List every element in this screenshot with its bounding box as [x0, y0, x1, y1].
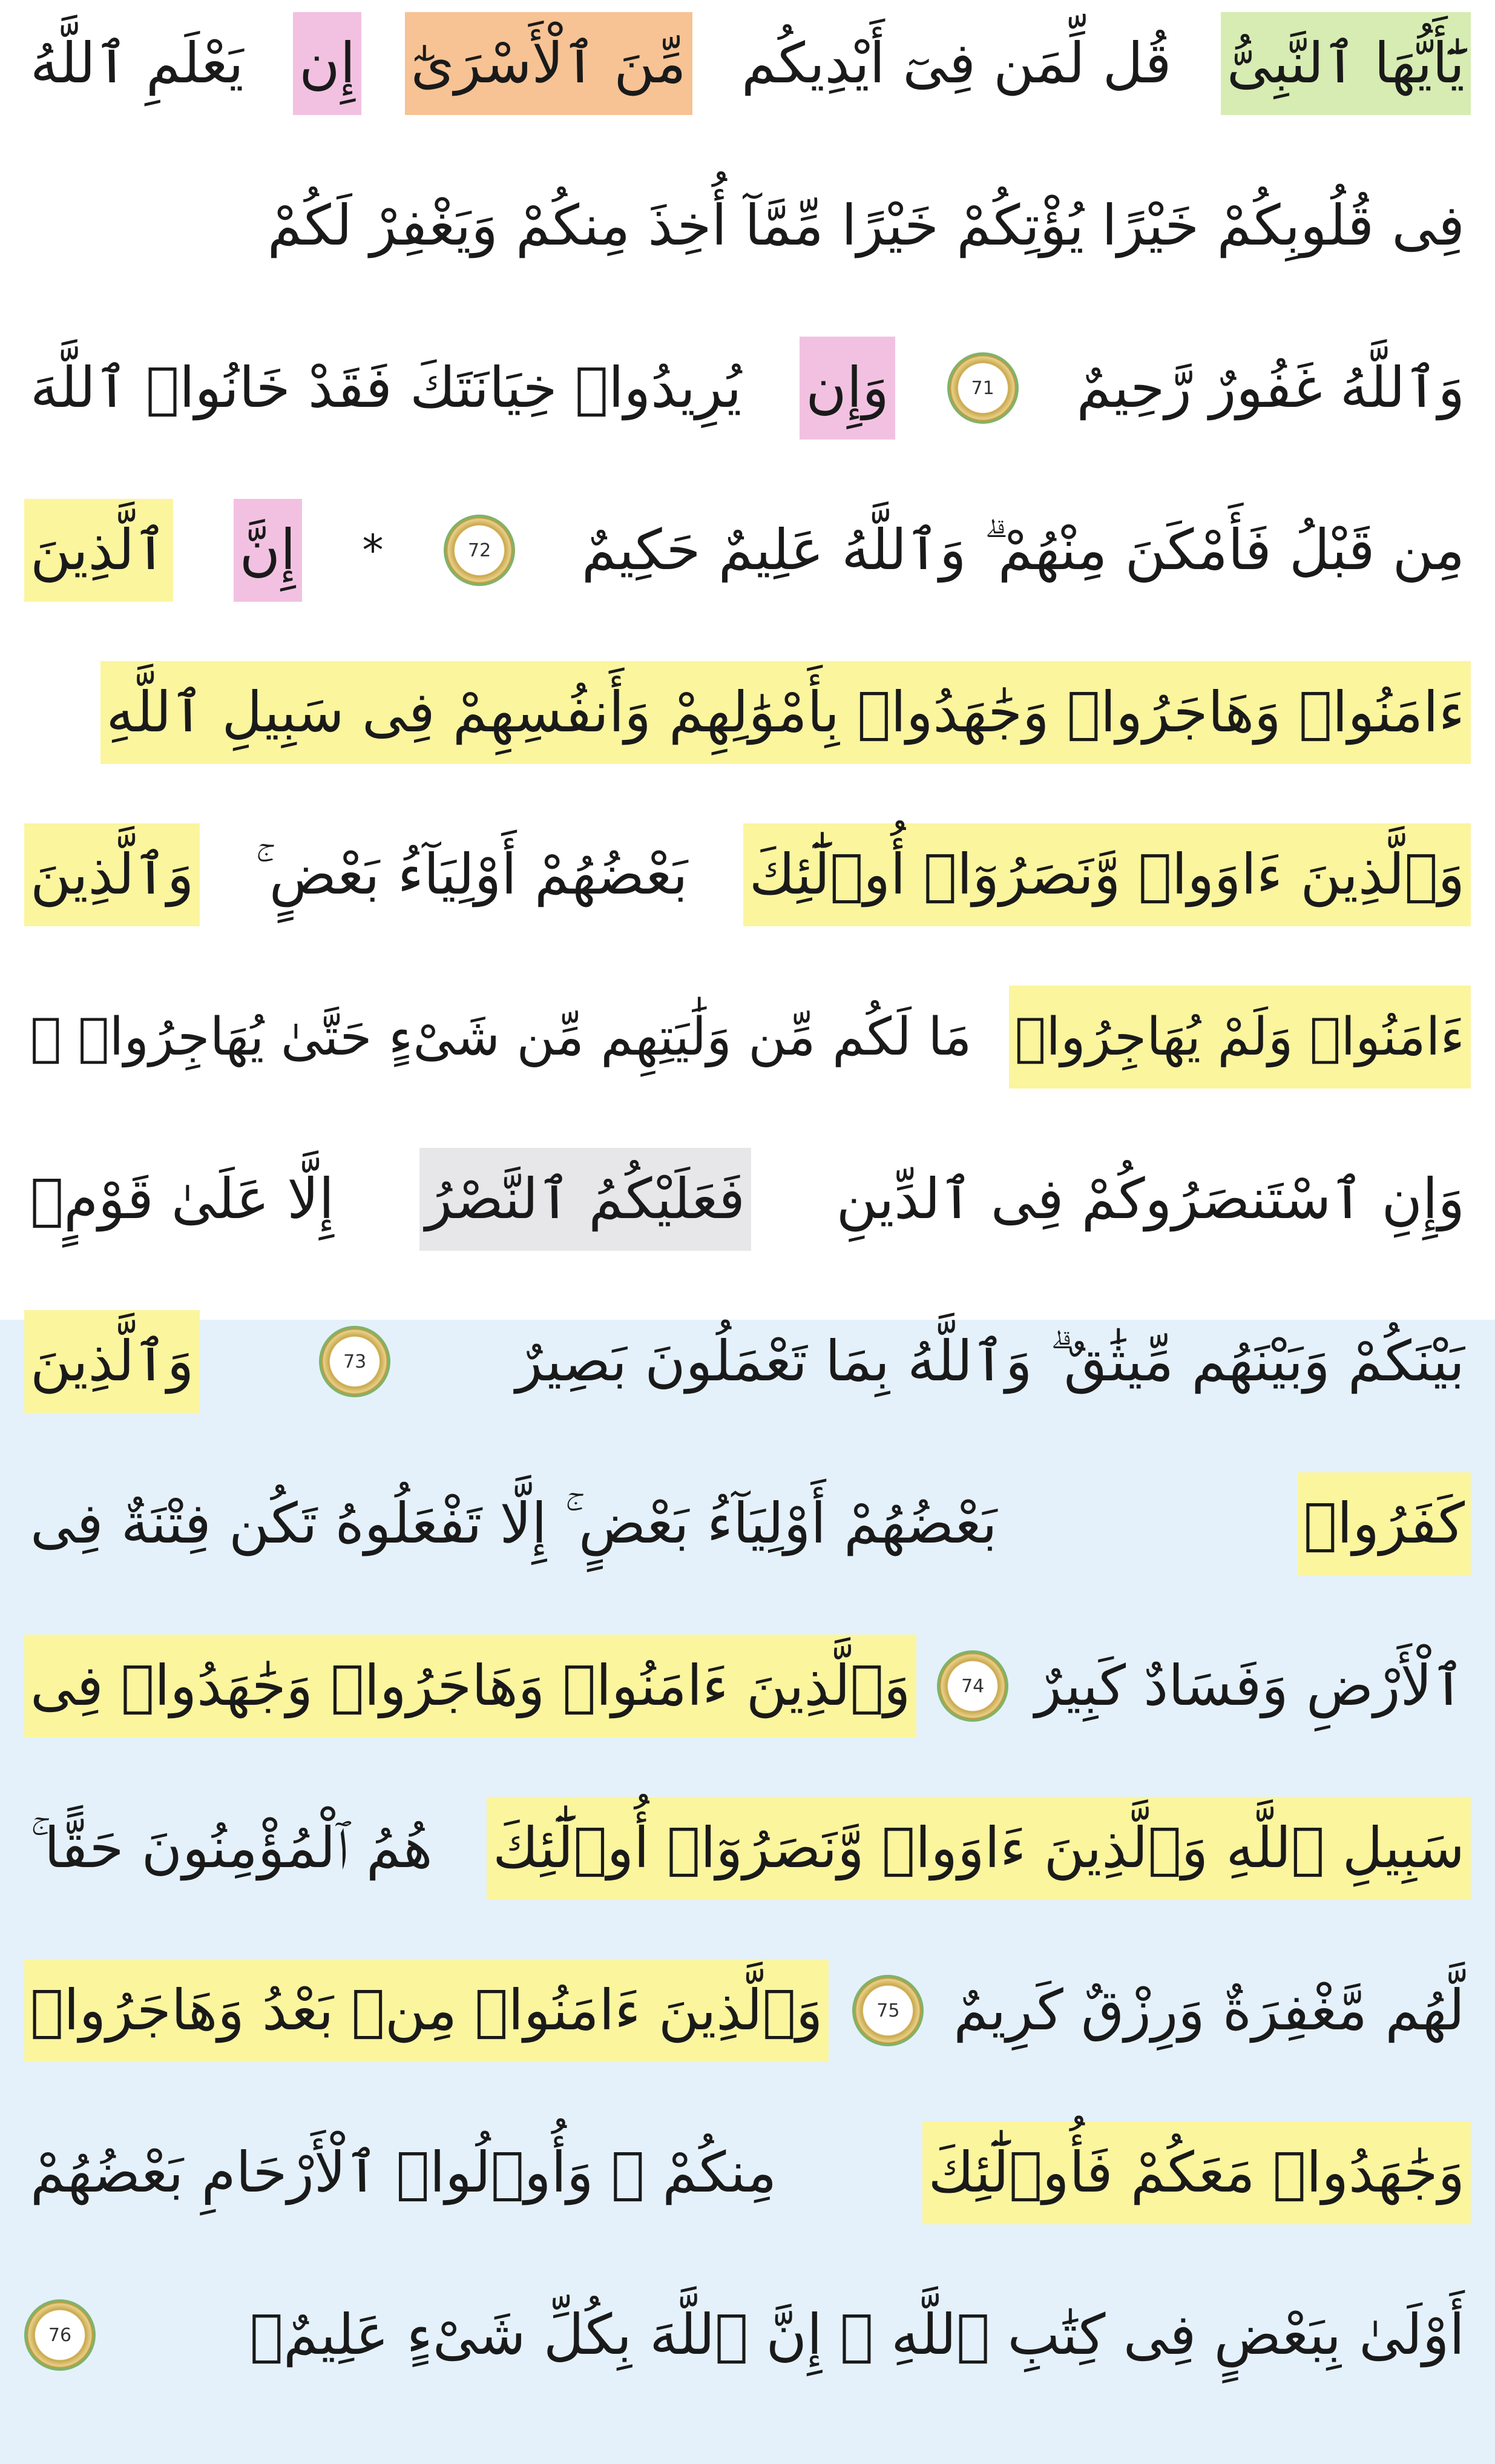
text-line: [24, 337, 1471, 440]
ayah-number: 73: [343, 1351, 367, 1372]
text-line: [24, 823, 1471, 926]
ayah-marker-icon: [24, 2299, 96, 2371]
verse-text: هُمُ ٱلْمُؤْمِنُونَ حَقًّا ۚ: [30, 1816, 433, 1880]
verse-text: قُل لِّمَن فِىٓ أَيْدِيكُم: [741, 31, 1172, 96]
text-line: [24, 499, 1471, 602]
verse-text: مِنكُمْ ۚ وَأُو۟لُوا۟ ٱلْأَرْحَامِ بَعْضُهُمْ: [30, 2140, 777, 2205]
ayah-number: 74: [961, 1675, 985, 1697]
text-line: [24, 2121, 1471, 2224]
verse-text: بَعْضُهُمْ أَوْلِيَآءُ بَعْضٍ ۚ: [255, 842, 688, 907]
verse-text: بَيْنَكُمْ وَبَيْنَهُم مِّيثَٰقٌ ۗ وَٱللَّهُ بِمَا تَعْمَلُونَ بَصِيرٌ: [516, 1329, 1465, 1394]
text-line: [24, 1148, 1471, 1251]
highlighted-phrase: إِنَّ: [234, 499, 302, 602]
highlighted-phrase: وَٱلَّذِينَ ءَامَنُوا۟ وَهَاجَرُوا۟ وَجَٰهَدُوا۟ فِى: [24, 1635, 916, 1738]
sajda-star: *: [362, 525, 384, 575]
highlighted-phrase: كَفَرُوا۟: [1298, 1472, 1471, 1575]
verse-text: يَعْلَمِ ٱللَّهُ: [30, 31, 244, 96]
text-line: [24, 1797, 1471, 1900]
highlighted-phrase: وَجَٰهَدُوا۟ مَعَكُمْ فَأُو۟لَٰٓئِكَ: [922, 2121, 1471, 2224]
text-line: [24, 1472, 1471, 1575]
verse-text: يُرِيدُوا۟ خِيَانَتَكَ فَقَدْ خَانُوا۟ ٱللَّهَ: [30, 355, 742, 420]
verse-text: وَإِنِ ٱسْتَنصَرُوكُمْ فِى ٱلدِّينِ: [836, 1167, 1465, 1231]
verse-text: أَوْلَىٰ بِبَعْضٍ فِى كِتَٰبِ ٱللَّهِ ۗ إِنَّ ٱللَّهَ بِكُلِّ شَىْءٍ عَلِيمٌۢ: [249, 2302, 1465, 2367]
text-line: [24, 12, 1471, 115]
ayah-number: 76: [48, 2324, 72, 2346]
text-line: [24, 1959, 1471, 2062]
verse-text: إِلَّا عَلَىٰ قَوْمٍۭ: [30, 1167, 335, 1231]
verse-text: وَٱللَّهُ غَفُورٌ رَّحِيمٌ: [1076, 355, 1465, 420]
verse-text: مِن قَبْلُ فَأَمْكَنَ مِنْهُمْ ۗ وَٱللَّهُ عَلِيمٌ حَكِيمٌ: [581, 518, 1465, 582]
verse-text: ٱلْأَرْضِ وَفَسَادٌ كَبِيرٌ: [1034, 1653, 1465, 1718]
highlighted-phrase: فَعَلَيْكُمُ ٱلنَّصْرُ: [419, 1148, 751, 1251]
highlighted-phrase: يَٰٓأَيُّهَا ٱلنَّبِىُّ: [1221, 12, 1471, 115]
highlighted-phrase: ٱلَّذِينَ: [24, 499, 173, 602]
verse-text: بَعْضُهُمْ أَوْلِيَآءُ بَعْضٍ ۚ إِلَّا تَفْعَلُوهُ تَكُن فِتْنَةٌ فِى: [30, 1491, 997, 1556]
highlighted-phrase: وَٱلَّذِينَ: [24, 823, 200, 926]
ayah-number: 75: [876, 2000, 900, 2021]
text-line: [24, 661, 1471, 764]
highlighted-phrase: وَٱلَّذِينَ: [24, 1310, 200, 1413]
verse-text: مَا لَكُم مِّن وَلَٰيَتِهِم مِّن شَىْءٍ حَتَّىٰ يُهَاجِرُوا۟ ۚ: [30, 1007, 972, 1067]
highlighted-phrase: وَٱلَّذِينَ ءَاوَوا۟ وَّنَصَرُوٓا۟ أُو۟لَٰٓئِكَ: [743, 823, 1471, 926]
highlighted-phrase: ءَامَنُوا۟ وَهَاجَرُوا۟ وَجَٰهَدُوا۟ بِأَمْوَٰلِهِمْ وَأَنفُسِهِمْ فِى سَبِيلِ ٱللَّهِ: [100, 661, 1471, 764]
text-line: [24, 986, 1471, 1089]
text-line: [24, 1310, 1471, 1413]
ayah-number: 71: [971, 377, 994, 399]
ayah-marker-icon: [947, 352, 1019, 424]
highlighted-phrase: ءَامَنُوا۟ وَلَمْ يُهَاجِرُوا۟: [1009, 986, 1471, 1089]
highlighted-phrase: إِن: [293, 12, 361, 115]
ayah-number: 72: [468, 539, 491, 561]
text-line: [24, 174, 1471, 277]
ayah-marker-icon: [444, 515, 515, 586]
highlighted-phrase: وَإِن: [800, 337, 895, 440]
ayah-marker-icon: [937, 1650, 1008, 1722]
text-line: [24, 2284, 1471, 2387]
text-line: [24, 1635, 1471, 1738]
verse-text: فِى قُلُوبِكُمْ خَيْرًا يُؤْتِكُمْ خَيْرًا مِّمَّآ أُخِذَ مِنكُمْ وَيَغْفِرْ لَكُمْ: [267, 193, 1465, 258]
verse-text: لَّهُم مَّغْفِرَةٌ وَرِزْقٌ كَرِيمٌ: [953, 1978, 1465, 2043]
highlighted-phrase: وَٱلَّذِينَ ءَامَنُوا۟ مِنۢ بَعْدُ وَهَاجَرُوا۟: [24, 1959, 829, 2062]
highlighted-phrase: مِّنَ ٱلْأَسْرَىٰٓ: [405, 12, 692, 115]
ayah-marker-icon: [852, 1975, 924, 2046]
ayah-marker-icon: [319, 1326, 390, 1397]
highlighted-phrase: سَبِيلِ ٱللَّهِ وَٱلَّذِينَ ءَاوَوا۟ وَّنَصَرُوٓا۟ أُو۟لَٰٓئِكَ: [487, 1797, 1471, 1900]
